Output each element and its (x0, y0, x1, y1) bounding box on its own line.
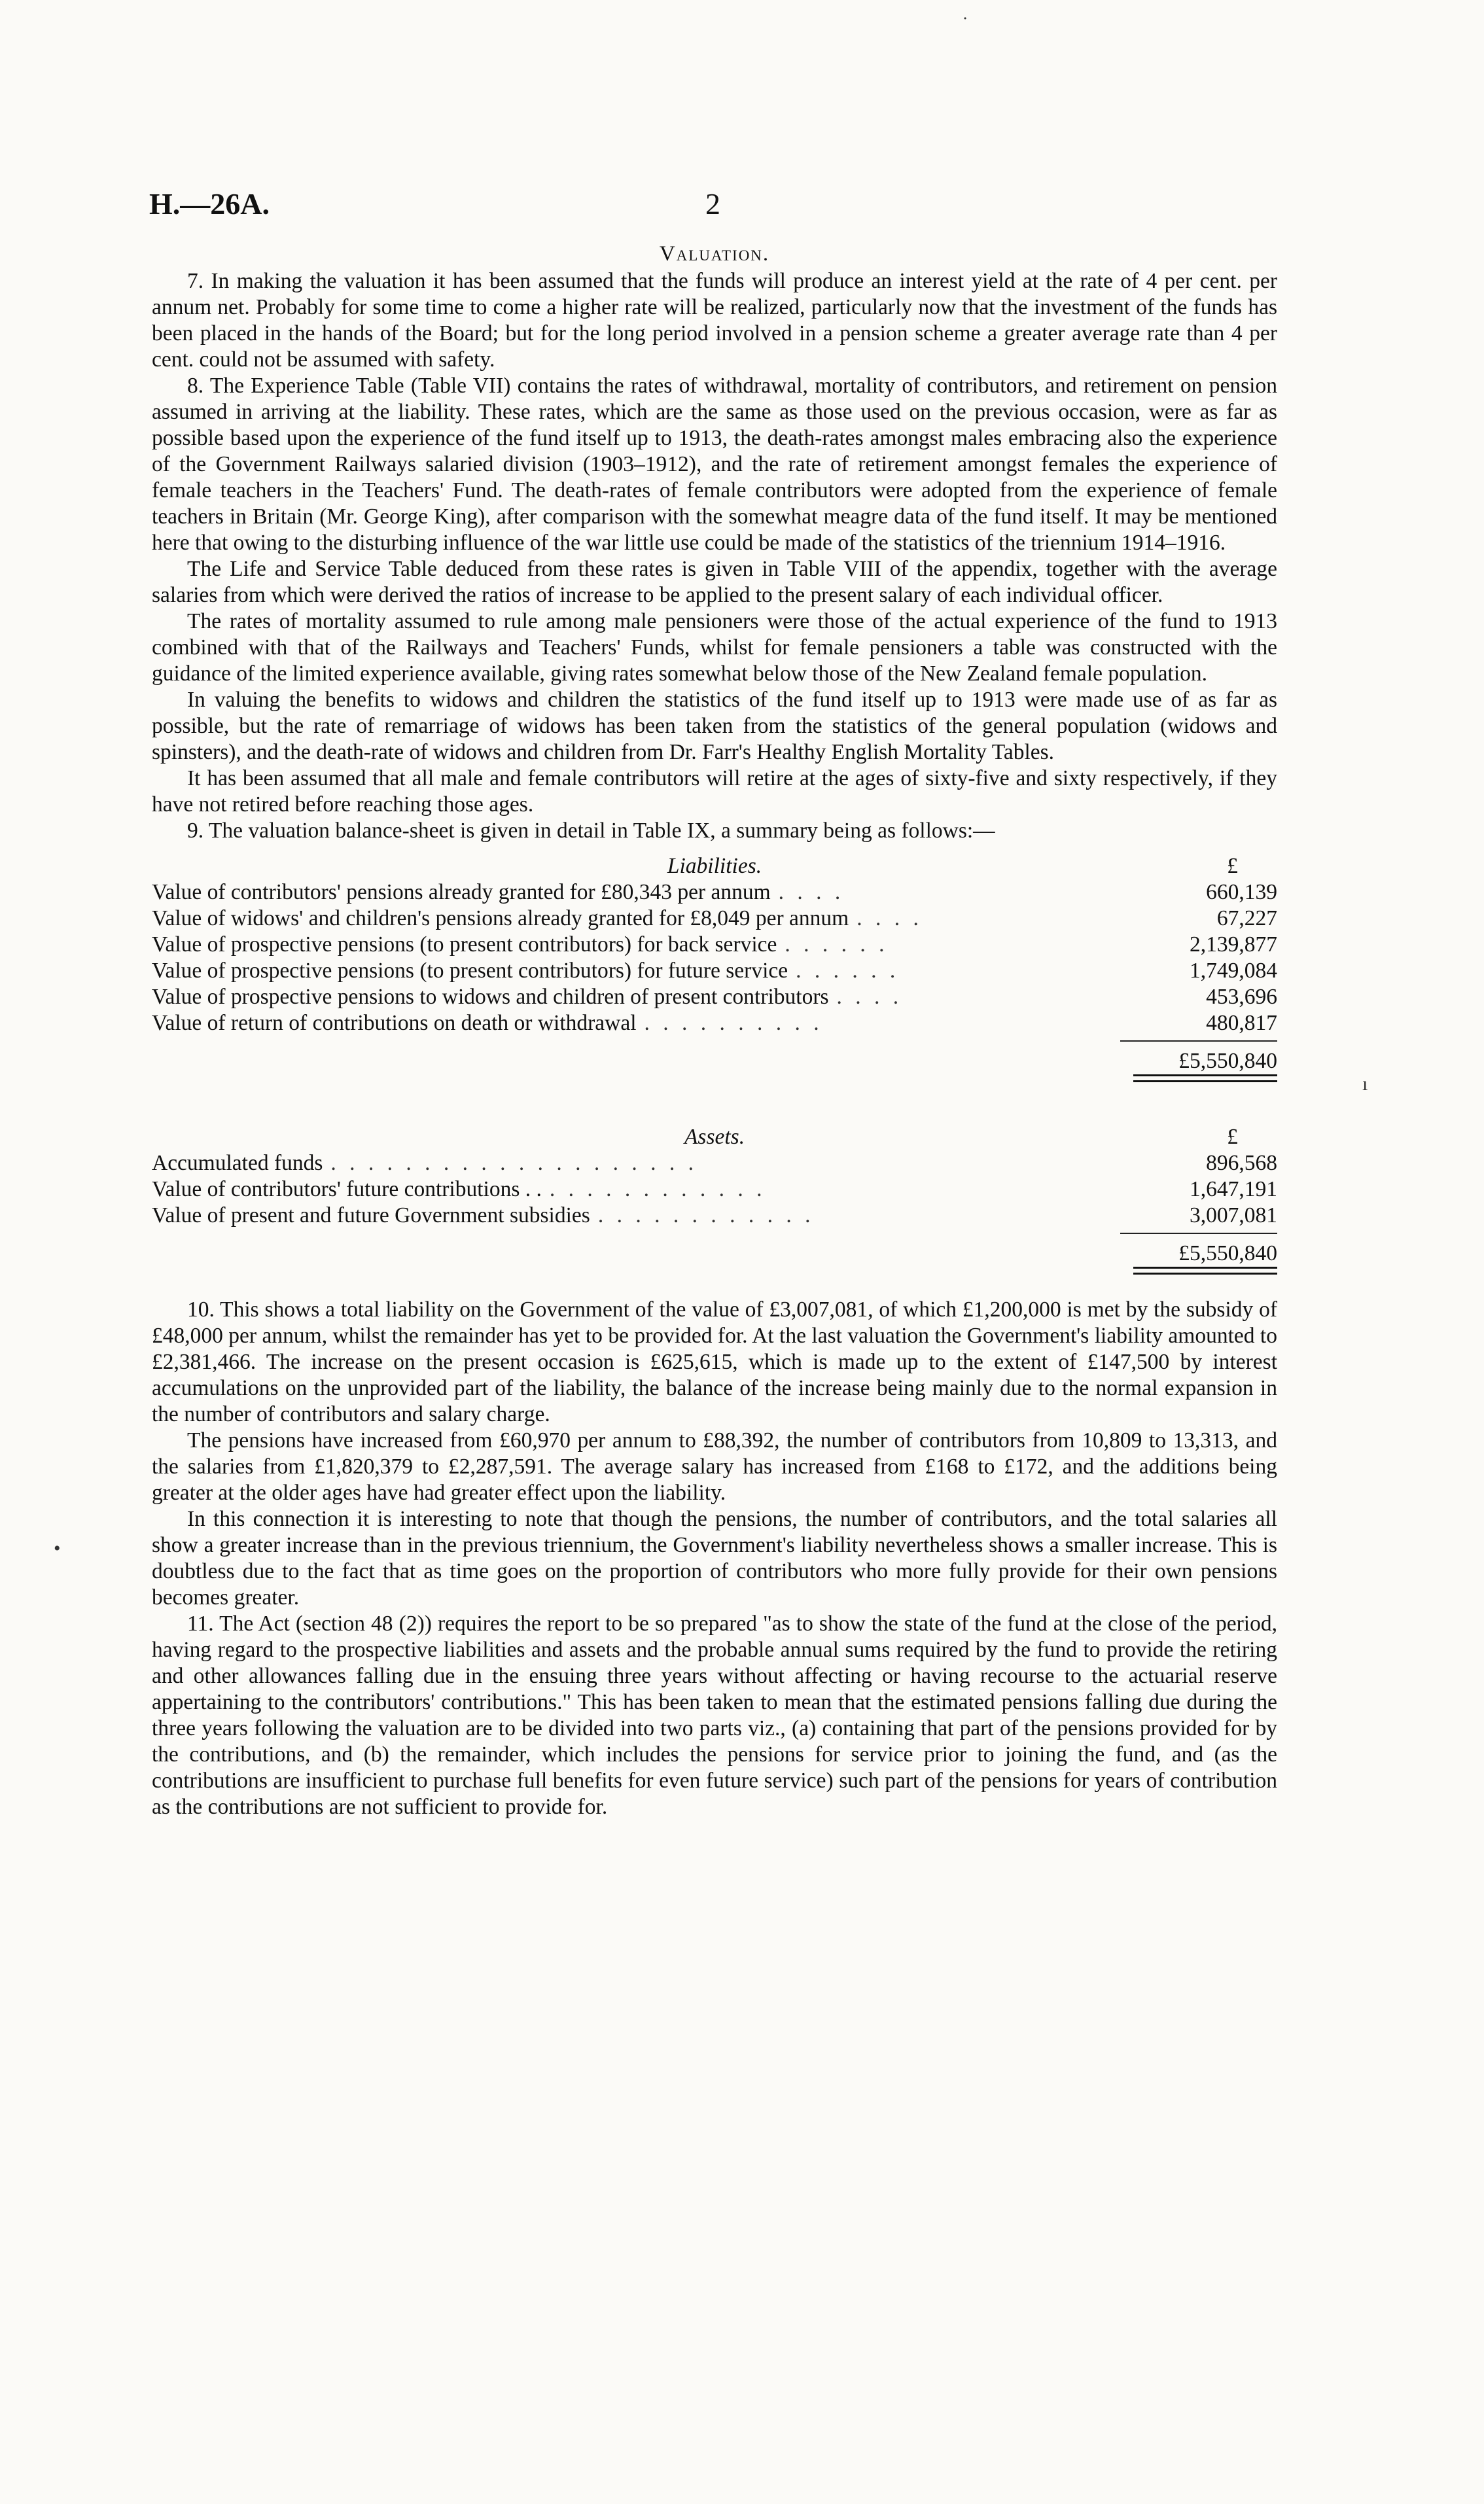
row-label: Value of prospective pensions (to present contributors) for future service (152, 959, 788, 983)
section-title: Valuation. (659, 242, 770, 266)
row-value: 1,647,191 (1190, 1177, 1277, 1201)
paragraph-life-service-table: The Life and Service Table deduced from these rates is given in Table VIII of the appendix, together with the average salaries from which were derived the ratios of increase to be applied to the present salary of each individual officer. (152, 557, 1277, 607)
assets-total: £5,550,840 (1120, 1233, 1277, 1267)
row-value: 3,007,081 (1190, 1203, 1277, 1227)
page-number: 2 (705, 187, 720, 220)
table-row (152, 1010, 1277, 1036)
row-leader-dots: . . . . (836, 985, 903, 1009)
row-value: 660,139 (1206, 880, 1277, 904)
liabilities-total: £5,550,840 (1120, 1040, 1277, 1074)
page-header (149, 186, 1327, 232)
assets-heading (152, 1124, 1277, 1150)
table-row (152, 1150, 1277, 1176)
assets-currency: £ (1227, 1125, 1238, 1149)
table-row (152, 958, 1277, 984)
row-label: Value of present and future Government subsidies (152, 1203, 590, 1227)
row-leader-dots: . . . . . . . . . . (644, 1011, 823, 1035)
liabilities-title: Liabilities. (667, 854, 762, 878)
row-label: Value of widows' and children's pensions already granted for £8,049 per annum (152, 906, 849, 930)
paragraph-connection: In this connection it is interesting to note that though the pensions, the number of contributors, and the total salaries all show a greater increase than in the previous triennium, the Government's liability nevertheless shows a smaller increase. This is doubtless due to the fact that as time goes on the proportion of contributors who more fully provide for their own pensions becomes greater. (152, 1507, 1277, 1610)
row-leader-dots: . . . . (778, 880, 845, 904)
scan-speck: • (54, 1538, 61, 1559)
row-value: 896,568 (1206, 1151, 1277, 1175)
assets-title: Assets. (684, 1125, 745, 1149)
row-leader-dots: . . . . . . . . . . . . (597, 1203, 815, 1227)
table-row (152, 984, 1277, 1010)
paragraph-7: 7. In making the valuation it has been assumed that the funds will produce an interest yield at the rate of 4 per cent. per annum net. Probably for some time to come a higher rate will be realized, particularly now that the investment of the funds has been placed in the hands of the Board; but for the long period involved in a pension scheme a greater average rate than 4 per cent. could not be assumed with safety. (152, 269, 1277, 372)
liabilities-total-row (152, 1036, 1277, 1078)
row-leader-dots: . . . . . . . . . . . . . . . . . . . . (330, 1151, 698, 1175)
row-leader-dots: . . . . . . (785, 932, 889, 957)
row-value: 480,817 (1206, 1011, 1277, 1035)
row-value: 1,749,084 (1190, 959, 1277, 983)
row-label: Value of contributors' pensions already granted for £80,343 per annum (152, 880, 771, 904)
row-value: 67,227 (1216, 906, 1277, 930)
paragraph-11: 11. The Act (section 48 (2)) requires the report to be so prepared "as to show the state of the fund at the close of the period, having regard to the prospective liabilities and assets and the probable annual sums required by the fund to provide the retiring and other allowances falling due in the ensuing three years without affecting or having recourse to the actuarial reserve appertaining to the contributors' contributions." This has been taken to mean that the estimated pensions falling due during the three years following the valuation are to be divided into two parts viz., (a) containing that part of the pensions provided for by the contributions, and (b) the remainder, which includes the pensions for service prior to joining the fund, and (as the contributions are insufficient to purchase full benefits for even future service) such part of the pensions for years of contribution as the contributions are not sufficient to provide for. (152, 1612, 1277, 1819)
row-label: Value of prospective pensions (to present contributors) for back service (152, 932, 777, 957)
row-label: Value of contributors' future contributions . . (152, 1177, 542, 1201)
paragraph-10: 10. This shows a total liability on the Government of the value of £3,007,081, of which £1,200,000 is met by the subsidy of £48,000 per annum, whilst the remainder has yet to be provided for. At the last valuation the Government's liability amounted to £2,381,466. The increase on the present occasion is £625,615, which is made up to the extent of £147,500 by interest accumulations on the unprovided part of the liability, the balance of the increase being mainly due to the normal expansion in the number of contributors and salary charge. (152, 1297, 1277, 1426)
liabilities-table (152, 879, 1277, 1078)
row-label: Value of prospective pensions to widows and children of present contributors (152, 985, 829, 1009)
scan-speck: ı (1362, 1073, 1368, 1095)
row-label: Value of return of contributions on death or withdrawal (152, 1011, 637, 1035)
spacer (152, 1271, 1277, 1297)
paragraph-9: 9. The valuation balance-sheet is given in detail in Table IX, a summary being as follows:— (187, 819, 995, 843)
assets-table (152, 1150, 1277, 1271)
scan-speck: ˙ (962, 13, 968, 35)
table-row (152, 1176, 1277, 1203)
paragraph-widows-children: In valuing the benefits to widows and children the statistics of the fund itself up to 1913 were made use of as far as possible, but the rate of remarriage of widows has been taken from the statistics of the general population (widows and spinsters), and the death-rate of widows and children from Dr. Farr's Healthy English Mortality Tables. (152, 688, 1277, 764)
paragraph-pensions-increase: The pensions have increased from £60,970 per annum to £88,392, the number of contributors from 10,809 to 13,313, and the salaries from £1,820,379 to £2,287,591. The average salary has increased from £168 to £172, and the additions being greater at the older ages have had greater effect upon the liability. (152, 1428, 1277, 1505)
page-body (152, 241, 1277, 1820)
spacer (152, 1078, 1277, 1115)
table-row (152, 906, 1277, 932)
table-row (152, 879, 1277, 906)
row-leader-dots: . . . . . . (796, 959, 900, 983)
liabilities-heading (152, 853, 1277, 879)
row-value: 2,139,877 (1190, 932, 1277, 957)
document-reference: H.—26A. (149, 187, 270, 220)
paragraph-mortality-pensioners: The rates of mortality assumed to rule among male pensioners were those of the actual experience of the fund to 1913 combined with that of the Railways and Teachers' Funds, whilst for female pensioners a table was constructed with the guidance of the limited experience available, giving rates somewhat below those of the New Zealand female population. (152, 609, 1277, 686)
paragraph-retirement-ages: It has been assumed that all male and female contributors will retire at the ages of sixty-five and sixty respectively, if they have not retired before reaching those ages. (152, 766, 1277, 817)
liabilities-currency: £ (1227, 854, 1238, 878)
paragraph-8: 8. The Experience Table (Table VII) contains the rates of withdrawal, mortality of contributors, and retirement on pension assumed in arriving at the liability. These rates, which are the same as those used on the previous occasion, were as far as possible based upon the experience of the fund itself up to 1913, the death-rates amongst males embracing also the experience of the Government Railways salaried division (1903–1912), and the rate of retirement amongst females the experience of female teachers in the Teachers' Fund. The death-rates of female contributors were adopted from the experience of female teachers in Britain (Mr. George King), after comparison with the somewhat meagre data of the fund itself. It may be mentioned here that owing to the disturbing influence of the war little use could be made of the statistics of the triennium 1914–1916. (152, 374, 1277, 555)
row-label: Accumulated funds (152, 1151, 323, 1175)
table-row (152, 932, 1277, 958)
assets-total-row (152, 1229, 1277, 1271)
row-leader-dots: . . . . (857, 906, 923, 930)
row-leader-dots: . . . . . . . . . . . . (549, 1177, 766, 1201)
table-row (152, 1203, 1277, 1229)
row-value: 453,696 (1206, 985, 1277, 1009)
